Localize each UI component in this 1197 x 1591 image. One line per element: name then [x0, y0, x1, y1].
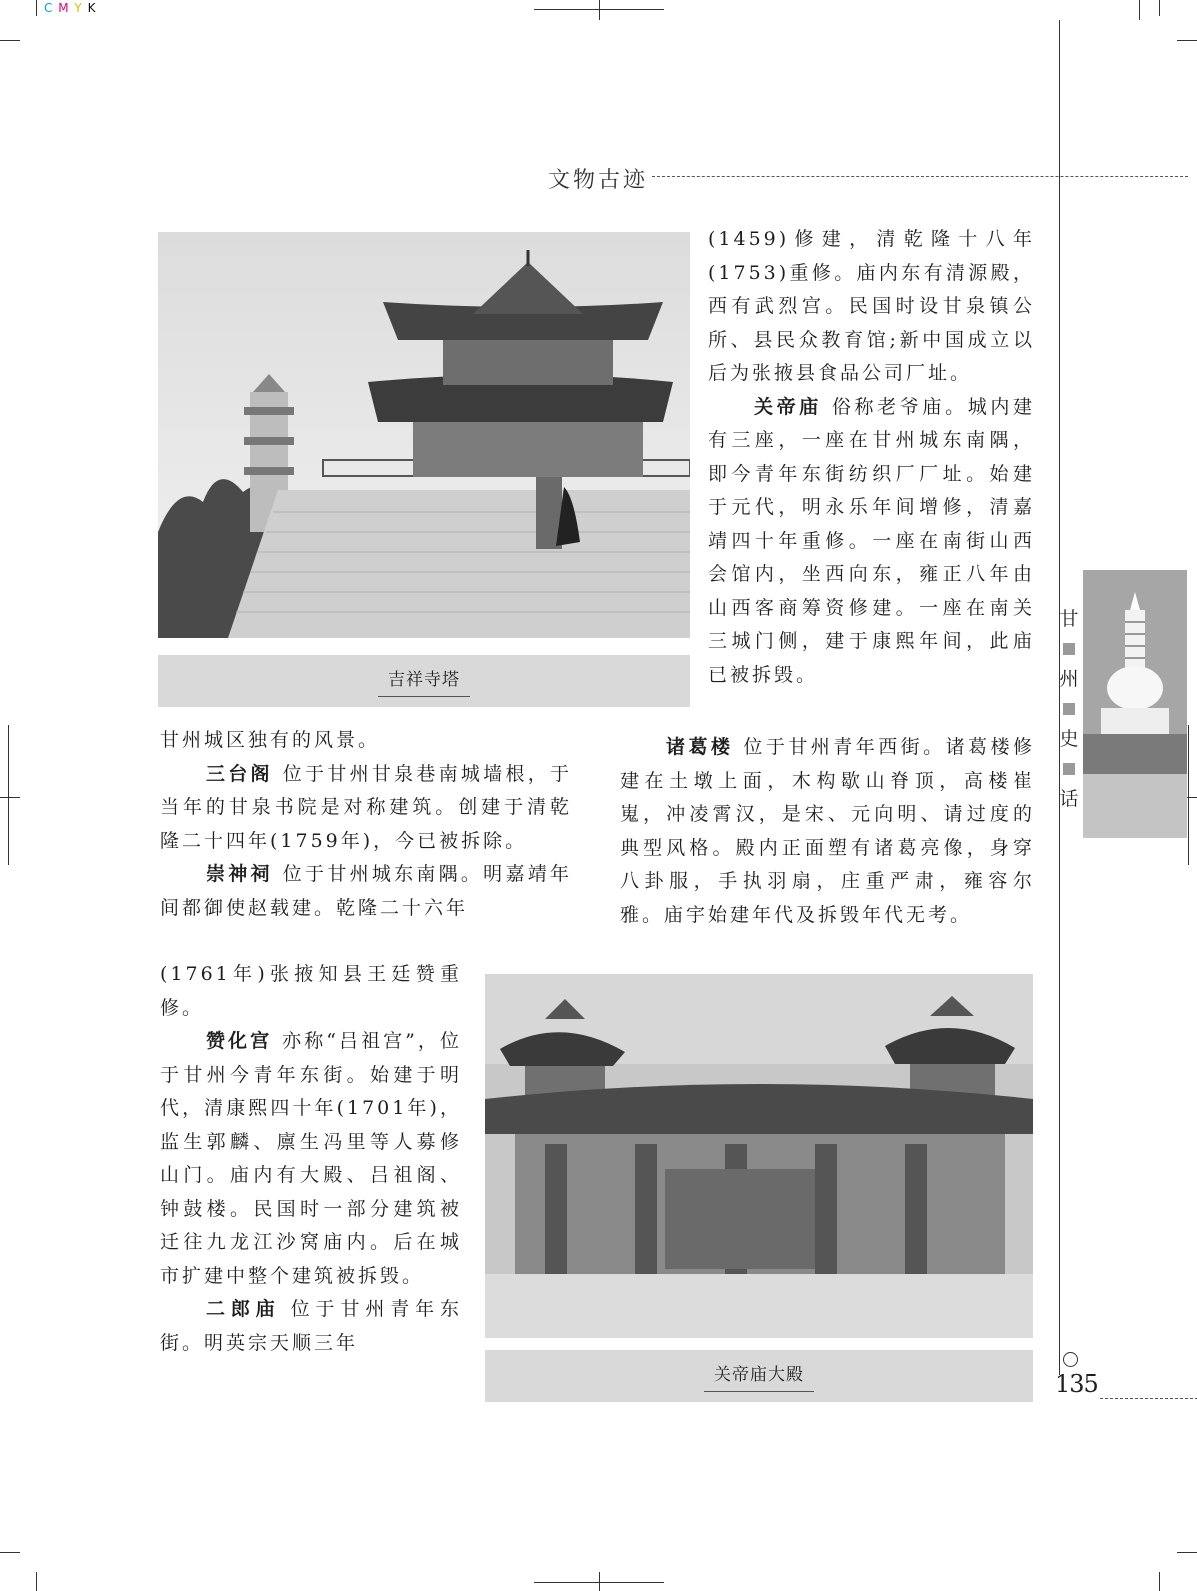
paragraph-text: (1459)修建，清乾隆十八年(1753)重修。庙内东有清源殿，西有武烈宫。民国时设甘泉镇公所、县民众教育馆;新中国成立以后为张掖县食品公司厂址。 — [708, 228, 1035, 384]
paragraph-text: 位于甘州城东南隅。明嘉靖年间都御使赵载建。乾隆二十六年 — [160, 863, 572, 919]
paragraph — [708, 391, 1035, 693]
cmyk-c: C — [44, 1, 54, 15]
paragraph — [160, 858, 572, 925]
cmyk-m: M — [58, 1, 70, 15]
paragraph — [708, 223, 1035, 391]
pavilion-photo — [158, 232, 690, 638]
figure-caption: 吉祥寺塔 — [378, 665, 470, 697]
paragraph — [160, 1293, 462, 1360]
paragraph — [160, 724, 572, 758]
paragraph-text: 俗称老爷庙。城内建有三座，一座在甘州城东南隅，即今青年东街纺织厂厂址。始建于元代，明永乐年间增修，清嘉靖四十年重修。一座在南街山西会馆内，坐西向东，雍正八年由山西客商筹资修建。一座在南关三城门侧，建于康熙年间，此庙已被拆毁。 — [708, 395, 1035, 686]
footer-dashed-rule — [1100, 1398, 1197, 1399]
figure-caption: 关帝庙大殿 — [704, 1360, 814, 1392]
paragraph — [160, 958, 462, 1025]
page-number-circle-icon — [1063, 1352, 1078, 1367]
entry-term: 二郎庙 — [206, 1298, 281, 1320]
text-block-right-top — [708, 223, 1035, 692]
square-bullet — [1063, 643, 1075, 655]
paragraph-text: 亦称“吕祖宫”，位于甘州今青年东街。始建于明代，清康熙四十年(1701年)，监生郭麟、廪生冯里等人募修山门。庙内有大殿、吕祖阁、钟鼓楼。民国时一部分建筑被迁往九龙江沙窝庙内。后在城市扩建中整个建筑被拆毁。 — [160, 1030, 462, 1287]
side-char: 甘 — [1059, 608, 1079, 630]
side-vertical-title — [1057, 604, 1081, 814]
cmyk-k: K — [87, 1, 97, 15]
paragraph — [160, 1025, 462, 1293]
paragraph-text: 位于甘州甘泉巷南城墙根，于当年的甘泉书院是对称建筑。创建于清乾隆二十四年(1759年)，今已被拆除。 — [160, 762, 572, 852]
side-char: 话 — [1059, 788, 1079, 810]
temple-hall-photo — [485, 974, 1033, 1338]
section-title: 文物古迹 — [548, 168, 649, 193]
cmyk-y: Y — [74, 1, 83, 15]
text-block-right-mid — [620, 731, 1035, 932]
side-char: 史 — [1059, 728, 1079, 750]
header-dashed-rule — [652, 176, 1188, 177]
text-block-left — [160, 724, 572, 925]
entry-term: 崇神祠 — [206, 863, 273, 885]
paragraph — [160, 758, 572, 859]
entry-term: 赞化宫 — [206, 1030, 273, 1052]
square-bullet — [1063, 763, 1075, 775]
text-block-left-narrow — [160, 958, 462, 1360]
paragraph-text: 位于甘州青年西街。诸葛楼修建在土墩上面，木构歇山脊顶，高楼崔嵬，冲凌霄汉，是宋、元向明、请过度的典型风格。殿内正面塑有诸葛亮像，身穿八卦服，手执羽扇，庄重严肃，雍容尔雅。庙宇始建年代及拆毁年代无考。 — [620, 736, 1035, 926]
paragraph-text: 甘州城区独有的风景。 — [160, 729, 381, 751]
figure-caption-box — [485, 1350, 1033, 1402]
paragraph-text: (1761年)张掖知县王廷赞重修。 — [160, 963, 462, 1019]
paragraph-text: 位于甘州青年东街。明英宗天顺三年 — [160, 1298, 462, 1354]
side-tab-image — [1083, 570, 1187, 838]
side-char: 州 — [1059, 668, 1079, 690]
entry-term: 关帝庙 — [754, 395, 822, 418]
figure-caption-box — [158, 655, 690, 707]
entry-term: 三台阁 — [206, 762, 273, 785]
cmyk-color-bar — [44, 1, 96, 15]
paragraph — [620, 731, 1035, 932]
square-bullet — [1063, 703, 1075, 715]
entry-term: 诸葛楼 — [666, 736, 734, 758]
page-number: 135 — [1055, 1370, 1098, 1398]
